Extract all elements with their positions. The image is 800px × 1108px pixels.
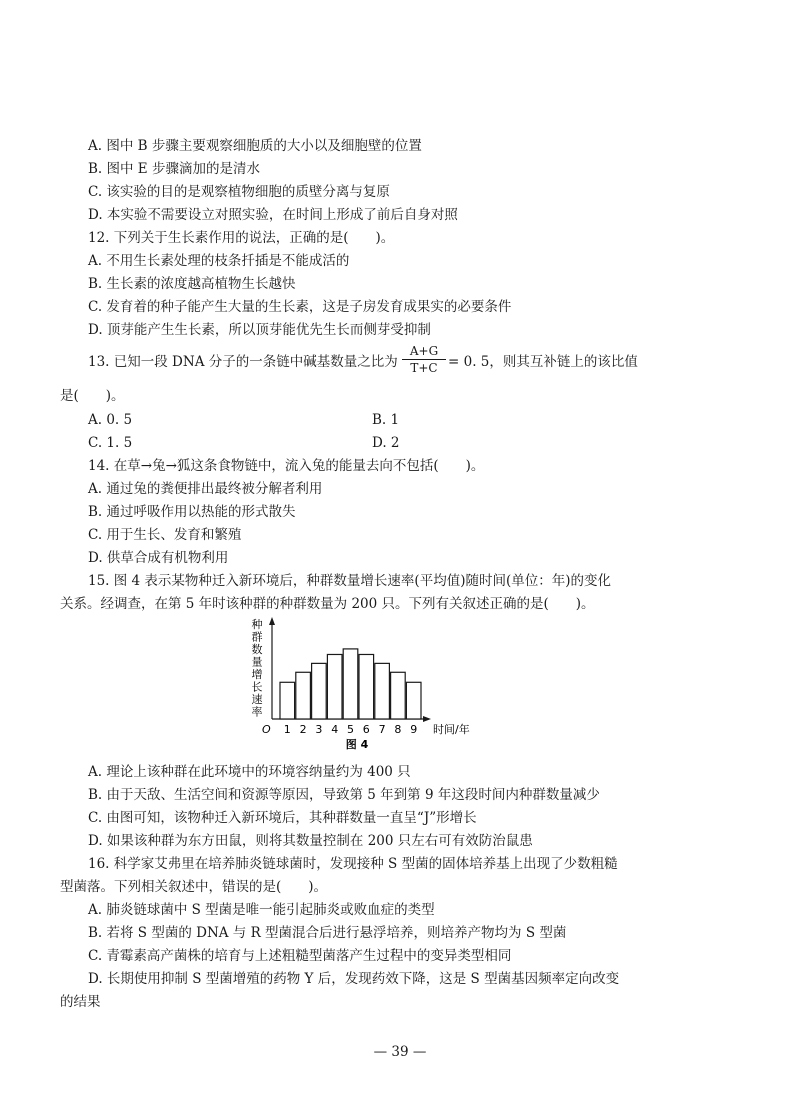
q16-option-d-line1: D. 长期使用抑制 S 型菌增殖的药物 Y 后，发现药效下降，这是 S 型菌基因频率定向改变 [88,971,620,987]
q14-stem: 14. 在草→兔→狐这条食物链中，流入兔的能量去向不包括( )。 [88,458,485,474]
q15-option-c: C. 由图可知，该物种迁入新环境后，其种群数量一直呈“J”形增长 [88,810,477,826]
q16-option-c: C. 青霉素高产菌株的培育与上述粗糙型菌落产生过程中的变异类型相同 [88,948,512,964]
chart-x-axis-label: 时间/年 [433,723,470,736]
chart-bar [280,682,295,719]
q12-stem: 12. 下列关于生长素作用的说法，正确的是( )。 [88,230,395,246]
q13-option-c: C. 1. 5 [88,435,133,451]
q11-option-b: B. 图中 E 步骤滴加的是清水 [88,161,260,177]
q16-stem-line1: 16. 科学家艾弗里在培养肺炎链球菌时，发现接种 S 型菌的固体培养基上出现了少数粗糙 [88,856,618,872]
q13-fraction [402,344,446,375]
chart-bar [343,649,358,719]
chart-y-axis-label-char: 群 [251,630,263,644]
chart-bar [359,654,374,719]
chart-x-tick-label: 4 [331,723,339,736]
chart-x-tick-label: 5 [347,723,354,736]
q16-option-d-line2: 的结果 [60,994,101,1010]
q13-stem-tail: = 0. 5，则其互补链上的该比值 [448,354,638,370]
chart-bar [327,654,342,719]
chart-y-axis-label-char: 速 [251,693,263,706]
q11-option-a: A. 图中 B 步骤主要观察细胞质的大小以及细胞壁的位置 [88,138,422,154]
chart-y-axis-label-char: 数 [251,643,263,656]
chart-x-tick-label: 3 [315,723,323,736]
chart-x-tick-label: 6 [362,723,370,736]
chart-x-tick-label: 8 [394,723,402,736]
q15-option-a: A. 理论上该种群在此环境中的环境容纳量约为 400 只 [88,764,411,780]
q14-option-c: C. 用于生长、发育和繁殖 [88,527,242,543]
q11-option-d: D. 本实验不需要设立对照实验，在时间上形成了前后自身对照 [88,207,458,223]
q13-stem-continuation: 是( )。 [60,388,125,404]
q12-option-c: C. 发育着的种子能产生大量的生长素，这是子房发育成果实的必要条件 [88,299,512,315]
q12-option-d: D. 顶芽能产生生长素，所以顶芽能优先生长而侧芽受抑制 [88,322,431,338]
chart-y-axis-label-char: 增 [251,668,263,681]
q14-option-d: D. 供草合成有机物利用 [88,550,229,566]
q15-stem-line1: 15. 图 4 表示某物种迁入新环境后，种群数量增长速率(平均值)随时间(单位：年)的变化 [88,573,611,589]
q15-stem-line2: 关系。经调查，在第 5 年时该种群的种群数量为 200 只。下列有关叙述正确的是( )。 [60,596,595,612]
q13-option-a: A. 0. 5 [88,412,133,428]
chart-y-axis-label-char: 长 [251,680,263,694]
chart-y-axis-label-char: 量 [251,655,263,669]
q14-option-a: A. 通过兔的粪便排出最终被分解者利用 [88,481,323,497]
chart-x-tick-label: 2 [299,723,307,736]
q14-option-b: B. 通过呼吸作用以热能的形式散失 [88,504,296,520]
chart-title: 图 4 [345,738,369,751]
chart-x-tick-label: 7 [378,723,386,736]
chart-bar [296,672,311,719]
chart-origin-label: O [262,723,271,736]
chart-x-tick-label: 1 [283,723,291,736]
q16-option-b: B. 若将 S 型菌的 DNA 与 R 型菌混合后进行悬浮培养，则培养产物均为 S 型菌 [88,925,567,941]
q15-option-d: D. 如果该种群为东方田鼠，则将其数量控制在 200 只左右可有效防治鼠患 [88,833,533,849]
page-number: — 39 — [373,1044,427,1060]
q13-stem-head: 13. 已知一段 DNA 分子的一条链中碱基数量之比为 [88,354,398,370]
chart-x-axis-arrow [423,716,431,722]
chart-y-axis-arrow [269,617,275,625]
q16-option-a: A. 肺炎链球菌中 S 型菌是唯一能引起肺炎或败血症的类型 [88,902,435,918]
growth-rate-chart [245,616,495,751]
chart-y-axis-label-char: 率 [251,705,263,719]
chart-y-axis-label-char: 种 [251,618,263,631]
q12-option-a: A. 不用生长素处理的枝条扦插是不能成活的 [88,253,350,269]
chart-y-axis-label [252,618,263,719]
q16-stem-line2: 型菌落。下列相关叙述中，错误的是( )。 [60,879,328,895]
q15-option-b: B. 由于天敌、生活空间和资源等原因，导致第 5 年到第 9 年这段时间内种群数量减少 [88,787,600,803]
q13-fraction-denominator: T+C [410,361,438,375]
chart-bar [391,672,406,719]
chart-bar [312,663,327,719]
chart-bar [375,663,390,719]
q13-option-b: B. 1 [372,412,400,428]
chart-x-tick-label: 9 [410,723,418,736]
q13-fraction-numerator: A+G [402,344,446,360]
q12-option-b: B. 生长素的浓度越高植物生长越快 [88,276,296,292]
chart-bar [406,682,421,719]
q13-option-d: D. 2 [372,435,400,451]
q11-option-c: C. 该实验的目的是观察植物细胞的质壁分离与复原 [88,184,390,200]
